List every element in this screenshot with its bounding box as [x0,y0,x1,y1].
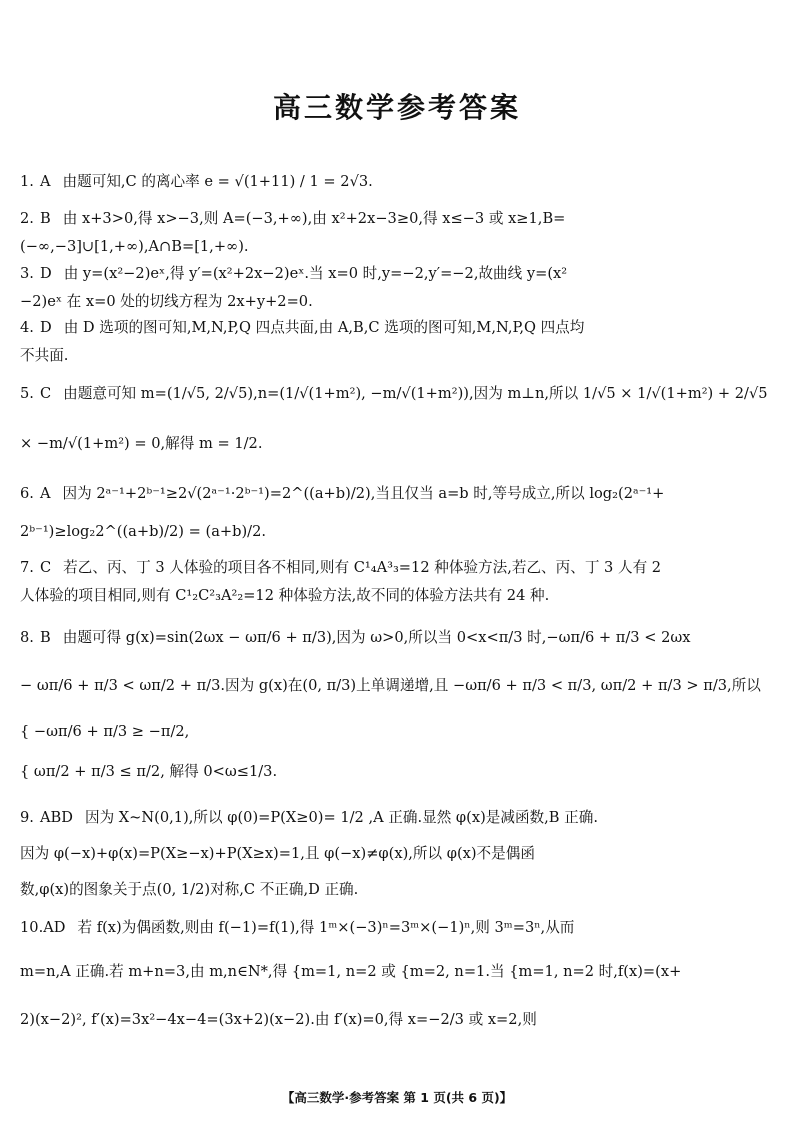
item-2-line-1 [20,209,774,229]
item-text: 由题可得 g(x)=sin(2ωx − ωπ/6 + π/3),因为 ω>0,所以当 0<x<π/3 时,−ωπ/6 + π/3 < 2ωx [62,629,691,646]
item-10-line-3: 2)(x−2)², f′(x)=3x²−4x−4=(3x+2)(x−2).由 f′(x)=0,得 x=−2/3 或 x=2,则 [20,1011,537,1028]
item-text: 由 x+3>0,得 x>−3,则 A=(−3,+∞),由 x²+2x−3≥0,得 x≤−3 或 x≥1,B= [62,210,566,227]
item-text: 若 f(x)为偶函数,则由 f(−1)=f(1),得 1ᵐ×(−3)ⁿ=3ᵐ×(−1)ⁿ,则 3ᵐ=3ⁿ,从而 [77,919,575,936]
item-answer: C [40,385,52,402]
item-text: 因为 X~N(0,1),所以 φ(0)=P(X≥0)= 1/2 ,A 正确.显然 φ(x)是减函数,B 正确. [84,809,598,826]
item-number: 2. [20,210,34,227]
item-6-line-2: 2ᵇ⁻¹)≥log₂2^((a+b)/2) = (a+b)/2. [20,523,267,540]
item-number: 1. [20,173,34,190]
item-number: 3. [20,265,34,282]
item-9-line-2: 因为 φ(−x)+φ(x)=P(X≥−x)+P(X≥x)=1,且 φ(−x)≠φ(x),所以 φ(x)不是偶函 [20,845,535,862]
item-3-line-1 [20,264,774,284]
item-10-line-1 [20,918,774,938]
item-8-line-2: − ωπ/6 + π/3 < ωπ/2 + π/3.因为 g(x)在(0, π/3)上单调递增,且 −ωπ/6 + π/3 < π/3, ωπ/2 + π/3 > π/3,所以 [20,677,761,694]
item-answer: A [40,485,51,502]
item-text: 由题意可知 m=(1/√5, 2/√5),n=(1/√(1+m²), −m/√(1+m²)),因为 m⊥n,所以 1/√5 × 1/√(1+m²) + 2/√5 [63,385,768,402]
item-3-line-2: −2)eˣ 在 x=0 处的切线方程为 2x+y+2=0. [20,293,313,310]
item-9-line-3: 数,φ(x)的图象关于点(0, 1/2)对称,C 不正确,D 正确. [20,881,359,898]
item-answer: B [40,629,51,646]
item-answer: C [40,559,52,576]
item-4-line-1 [20,318,774,338]
item-6-line-1 [20,484,774,504]
item-9-line-1 [20,808,774,828]
item-number: 7. [20,559,34,576]
item-answer: D [40,265,52,282]
item-number: 6. [20,485,34,502]
item-text: 由 y=(x²−2)eˣ,得 y′=(x²+2x−2)eˣ.当 x=0 时,y=−2,y′=−2,故曲线 y=(x² [63,265,568,282]
item-number: 10. [20,919,44,936]
item-text: 若乙、丙、丁 3 人体验的项目各不相同,则有 C¹₄A³₃=12 种体验方法,若乙、丙、丁 3 人有 2 [63,559,662,576]
item-text: 由题可知,C 的离心率 e = √(1+11) / 1 = 2√3. [62,173,373,190]
item-8-line-1 [20,628,774,648]
page-title: 高三数学参考答案 [272,91,521,124]
item-8-line-3: { −ωπ/6 + π/3 ≥ −π/2, [20,723,190,740]
item-1-line-1 [20,172,774,192]
item-answer: D [40,319,52,336]
item-answer: AD [43,919,66,936]
item-answer: A [40,173,51,190]
item-5-line-2: × −m/√(1+m²) = 0,解得 m = 1/2. [20,435,263,452]
item-text: 由 D 选项的图可知,M,N,P,Q 四点共面,由 A,B,C 选项的图可知,M,N,P,Q 四点均 [63,319,585,336]
item-2-line-2: (−∞,−3]∪[1,+∞),A∩B=[1,+∞). [20,238,249,255]
item-number: 8. [20,629,34,646]
item-7-line-2: 人体验的项目相同,则有 C¹₂C²₃A²₂=12 种体验方法,故不同的体验方法共有 24 种. [20,587,550,604]
item-answer: B [40,210,51,227]
item-number: 9. [20,809,34,826]
item-4-line-2: 不共面. [20,347,69,364]
item-number: 5. [20,385,34,402]
page-footer: 【高三数学·参考答案 第 1 页(共 6 页)】 [281,1090,513,1105]
item-5-line-1 [20,384,774,404]
item-7-line-1 [20,558,774,578]
item-10-line-2: m=n,A 正确.若 m+n=3,由 m,n∈N*,得 {m=1, n=2 或 {m=2, n=1.当 {m=1, n=2 时,f(x)=(x+ [20,963,682,980]
item-text: 因为 2ᵃ⁻¹+2ᵇ⁻¹≥2√(2ᵃ⁻¹·2ᵇ⁻¹)=2^((a+b)/2),当且仅当 a=b 时,等号成立,所以 log₂(2ᵃ⁻¹+ [62,485,665,502]
item-8-line-4: { ωπ/2 + π/3 ≤ π/2, 解得 0<ω≤1/3. [20,763,278,780]
item-number: 4. [20,319,34,336]
item-answer: ABD [40,809,73,826]
